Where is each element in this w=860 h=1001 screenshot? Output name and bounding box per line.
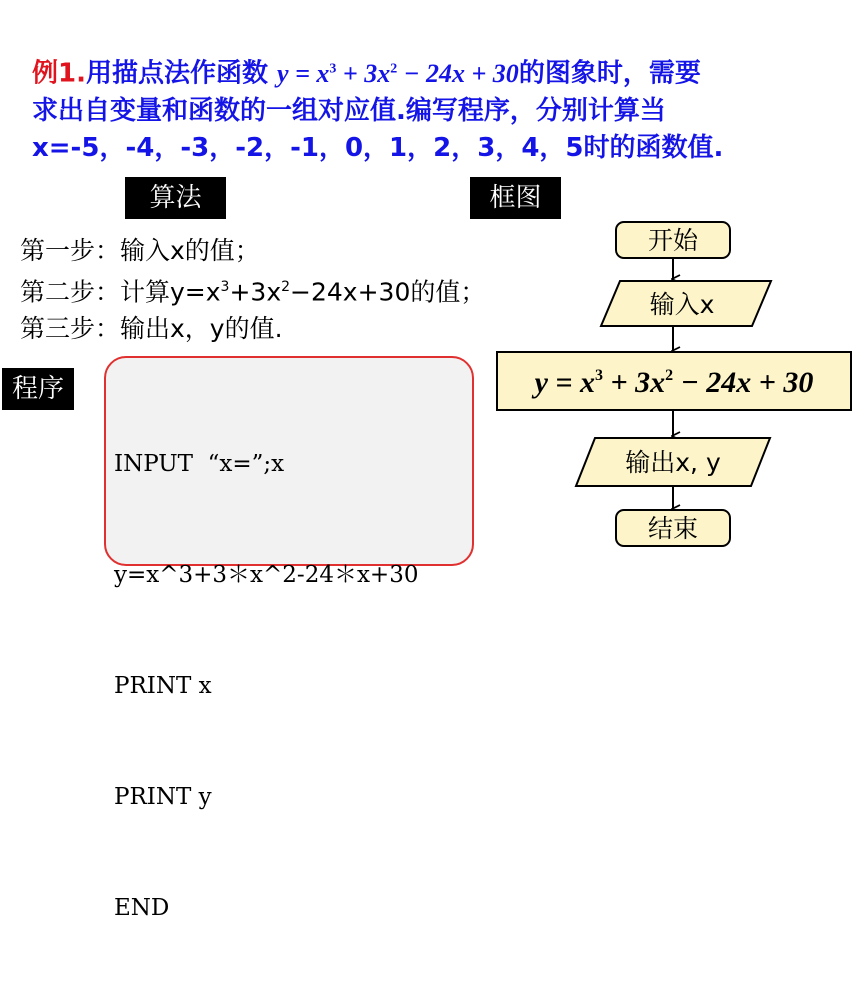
- flowchart-end-node: [616, 510, 730, 546]
- formula-exp: 2: [390, 61, 398, 76]
- code-line: END: [114, 895, 170, 921]
- step2-exp: 3: [220, 279, 230, 295]
- step2-exp: 2: [281, 279, 291, 295]
- algorithm-step-3: 第三步：输出x，y的值.: [20, 314, 283, 344]
- code-line: INPUT “x=”;x: [114, 451, 285, 477]
- formula-part: − 24x + 30: [397, 58, 519, 88]
- code-line: PRINT y: [114, 784, 212, 810]
- algorithm-step-1: 第一步：输入x的值；: [20, 236, 260, 265]
- code-line: y=x^3+3＊x^2-24＊x+30: [114, 562, 419, 588]
- flowchart-process-node: [497, 352, 851, 410]
- algorithm-title: 算法: [125, 177, 226, 219]
- step2-part: −24x+30的值；: [290, 277, 486, 307]
- problem-label: 例1.: [32, 58, 86, 89]
- step2-part: 第二步：计算y=x: [20, 277, 221, 307]
- output-label: 输出x, y: [625, 448, 721, 477]
- input-label: 输入x: [649, 290, 715, 319]
- formula-part: + 3x: [336, 58, 391, 88]
- formula-exp: 3: [329, 61, 337, 76]
- flowchart-input-node: [601, 281, 771, 326]
- problem-text-before: 用描点法作函数: [85, 58, 268, 89]
- flowchart-output-node: [576, 438, 770, 486]
- program-title: 程序: [2, 368, 74, 410]
- process-exp: 2: [665, 367, 674, 384]
- flowchart-title: 框图: [470, 177, 561, 219]
- step2-part: +3x: [229, 277, 282, 307]
- end-label: 结束: [647, 514, 699, 543]
- process-part: y = x: [534, 366, 596, 399]
- problem-text-after: 的图象时，需要: [518, 58, 701, 89]
- process-part: + 3x: [603, 366, 666, 399]
- problem-line-2: 求出自变量和函数的一组对应值.编写程序，分别计算当: [32, 95, 666, 126]
- process-exp: 3: [595, 367, 604, 384]
- start-label: 开始: [647, 226, 699, 255]
- flowchart-start-node: [616, 222, 730, 258]
- code-line: PRINT x: [114, 673, 212, 699]
- process-formula: [532, 366, 814, 399]
- formula-part: y = x: [277, 58, 330, 88]
- problem-line-3: x=-5，-4，-3，-2，-1，0，1，2，3，4，5时的函数值.: [32, 132, 724, 163]
- process-part: − 24x + 30: [673, 366, 814, 399]
